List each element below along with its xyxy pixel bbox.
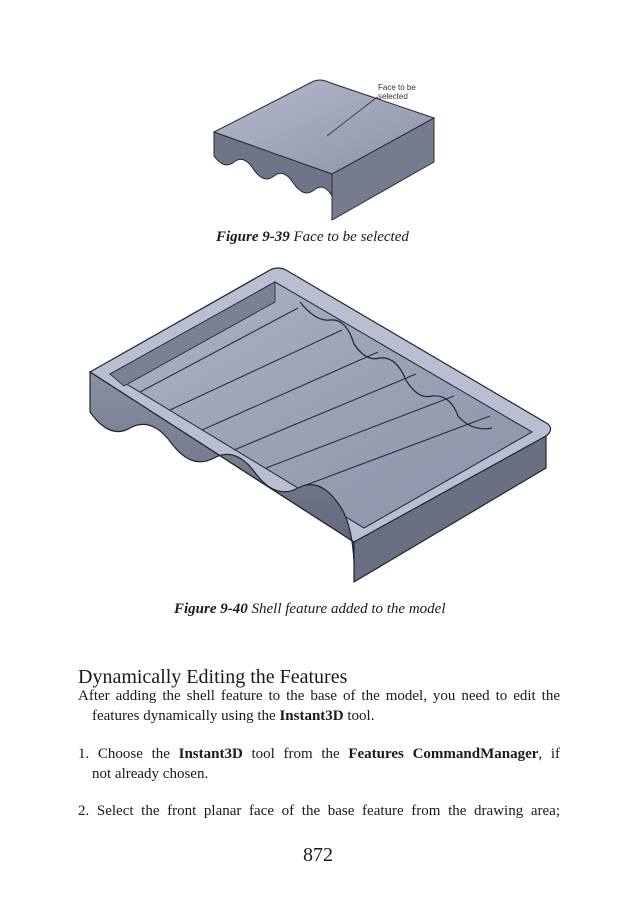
caption-text: Face to be selected: [289, 229, 409, 245]
callout-label: [378, 83, 448, 101]
section-heading: Dynamically Editing the Features: [78, 666, 348, 688]
callout-line-2: selected: [378, 92, 408, 101]
bold-run: Instant3D: [279, 708, 344, 724]
page-number: 872: [303, 844, 333, 866]
callout-line-1: Face to be: [378, 83, 416, 92]
text-run: features dynamically using the: [92, 708, 280, 724]
caption-label: Figure 9-39: [216, 229, 290, 245]
paragraph-step-1: [78, 744, 560, 784]
intro-line-1: After adding the shell feature to the base of the model, you need to edit the: [78, 688, 560, 704]
text-run: 1. Choose the: [78, 746, 179, 762]
bold-run: Instant3D: [178, 746, 243, 762]
intro-line-2: [78, 706, 560, 726]
text-run: tool from the: [242, 746, 349, 762]
figure-caption-9-40: [174, 601, 446, 618]
caption-text: Shell feature added to the model: [247, 601, 446, 617]
step1-line-2: not already chosen.: [92, 766, 209, 782]
figure-caption-9-39: [216, 229, 409, 246]
step1-line-1: [78, 744, 560, 764]
step2-line-1: 2. Select the front planar face of the base feature from the drawing area;: [78, 803, 560, 819]
bold-run: Features CommandManager: [348, 746, 539, 762]
text-run: tool.: [343, 708, 375, 724]
figure-shell-feature: [80, 262, 560, 597]
paragraph-intro: [78, 686, 560, 726]
caption-label: Figure 9-40: [174, 601, 248, 617]
text-run: , if: [538, 746, 560, 762]
paragraph-step-2: [78, 801, 560, 821]
